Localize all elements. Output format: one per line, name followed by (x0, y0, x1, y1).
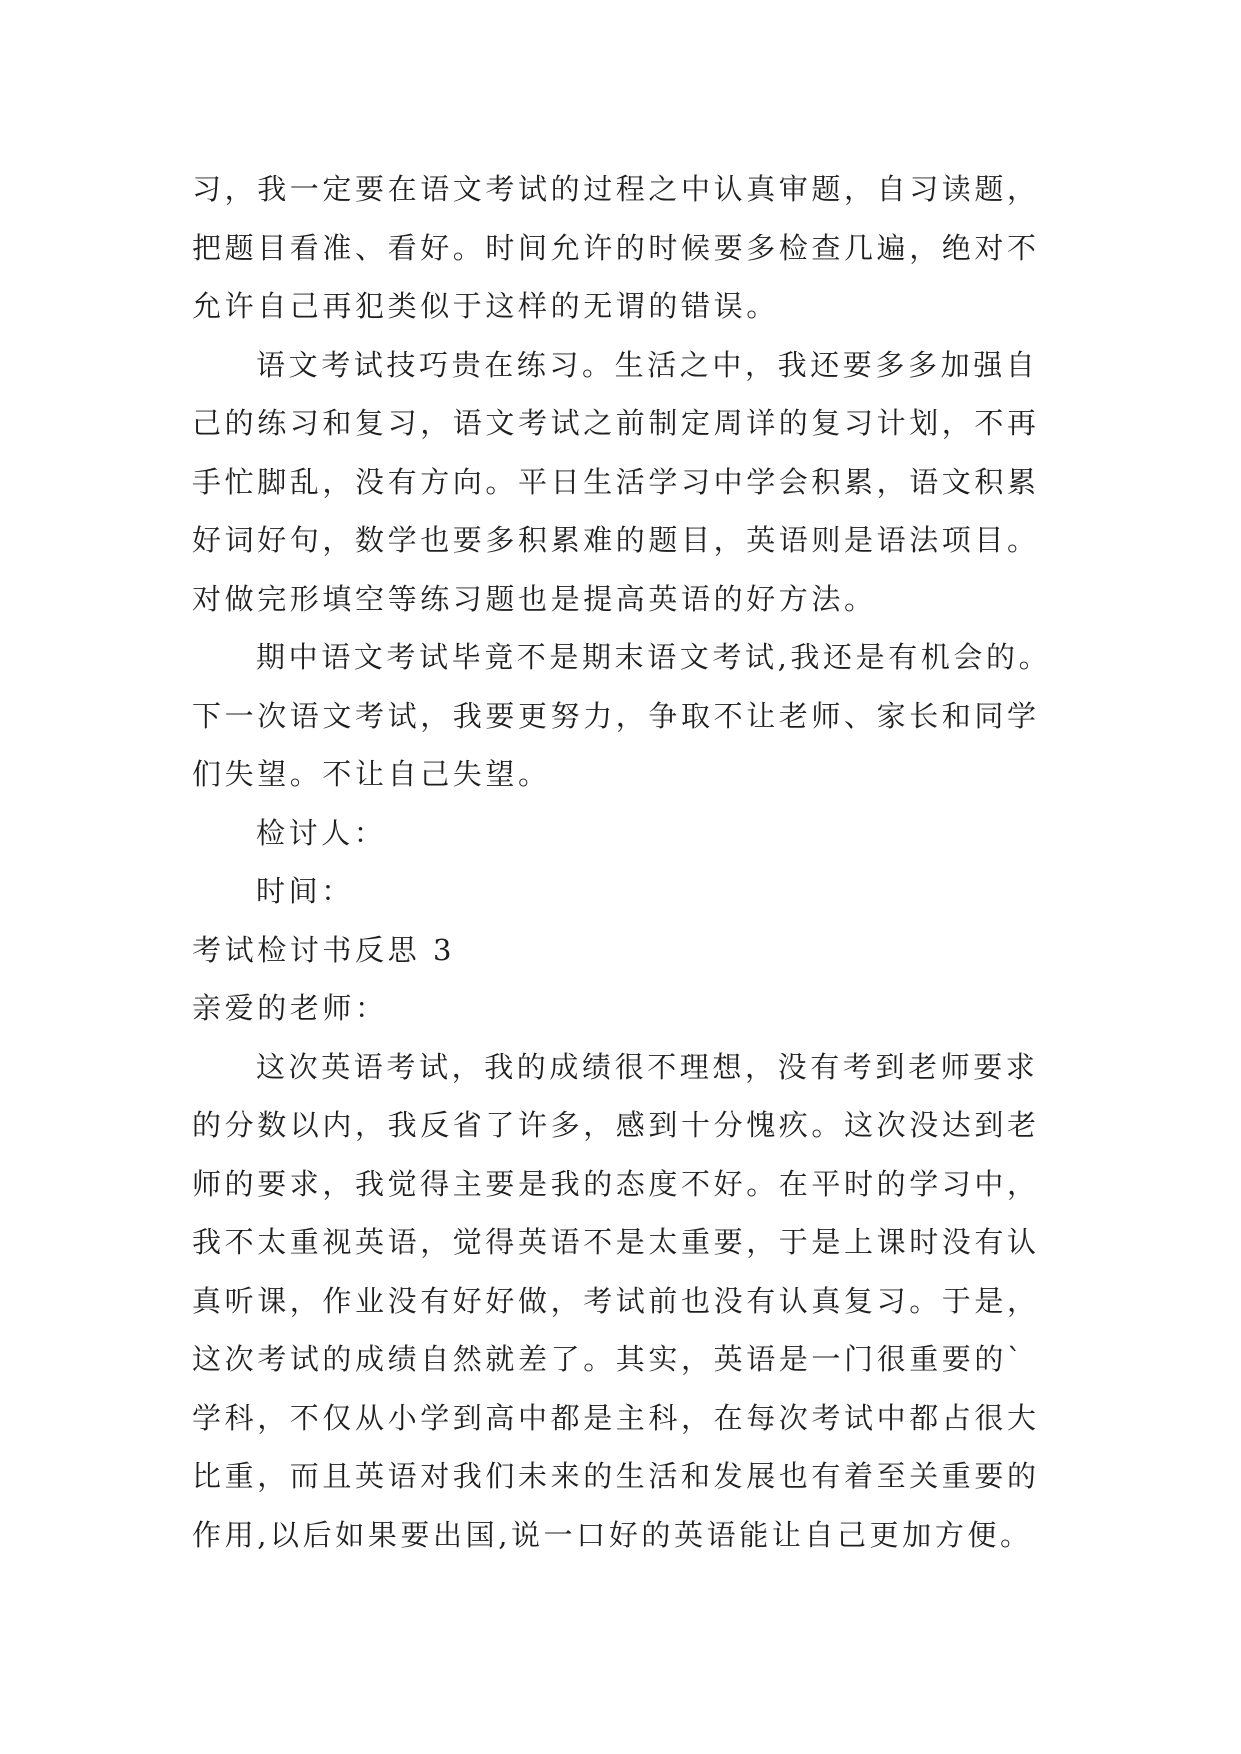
text-line: 这次考试的成绩自然就差了。其实，英语是一门很重要的` (192, 1342, 1026, 1376)
text-line: 己的练习和复习，语文考试之前制定周详的复习计划，不再 (192, 406, 1040, 440)
text-line: 手忙脚乱，没有方向。平日生活学习中学会积累，语文积累 (192, 464, 1040, 499)
text-line: 允许自己再犯类似于这样的无谓的错误。 (192, 289, 779, 323)
text-line: 学科，不仅从小学到高中都是主科，在每次考试中都占很大 (192, 1400, 1040, 1435)
text-line: 比重，而且英语对我们未来的生活和发展也有着至关重要的 (192, 1459, 1040, 1493)
text-line: 师的要求，我觉得主要是我的态度不好。在平时的学习中， (192, 1166, 1040, 1201)
text-line: 语文考试技巧贵在练习。生活之中，我还要多多加强自 (256, 347, 1039, 382)
text-line: 我不太重视英语，觉得英语不是太重要，于是上课时没有认 (192, 1225, 1040, 1259)
text-line: 考试检讨书反思 3 (192, 932, 456, 967)
text-line: 习，我一定要在语文考试的过程之中认真审题，自习读题， (192, 172, 1040, 206)
text-line: 时间： (256, 874, 354, 908)
body-text (192, 160, 1072, 1564)
text-line: 这次英语考试，我的成绩很不理想，没有考到老师要求 (256, 1049, 1039, 1084)
text-line: 好词好句，数学也要多积累难的题目，英语则是语法项目。 (192, 523, 1040, 557)
text-line: 的分数以内，我反省了许多，感到十分愧疚。这次没达到老 (192, 1108, 1040, 1142)
text-line: 亲爱的老师： (192, 991, 388, 1025)
text-line: 对做完形填空等练习题也是提高英语的好方法。 (192, 581, 877, 616)
text-line: 把题目看准、看好。时间允许的时候要多检查几遍，绝对不 (192, 230, 1040, 265)
text-line: 期中语文考试毕竟不是期末语文考试,我还是有机会的。 (256, 640, 1052, 674)
text-line: 检讨人： (256, 815, 387, 850)
text-line: 下一次语文考试，我要更努力，争取不让老师、家长和同学 (192, 698, 1040, 733)
text-line: 作用,以后如果要出国,说一口好的英语能让自己更加方便。 (192, 1517, 1033, 1552)
text-line: 们失望。不让自己失望。 (192, 757, 551, 791)
text-line: 真听课，作业没有好好做，考试前也没有认真复习。于是， (192, 1283, 1040, 1318)
